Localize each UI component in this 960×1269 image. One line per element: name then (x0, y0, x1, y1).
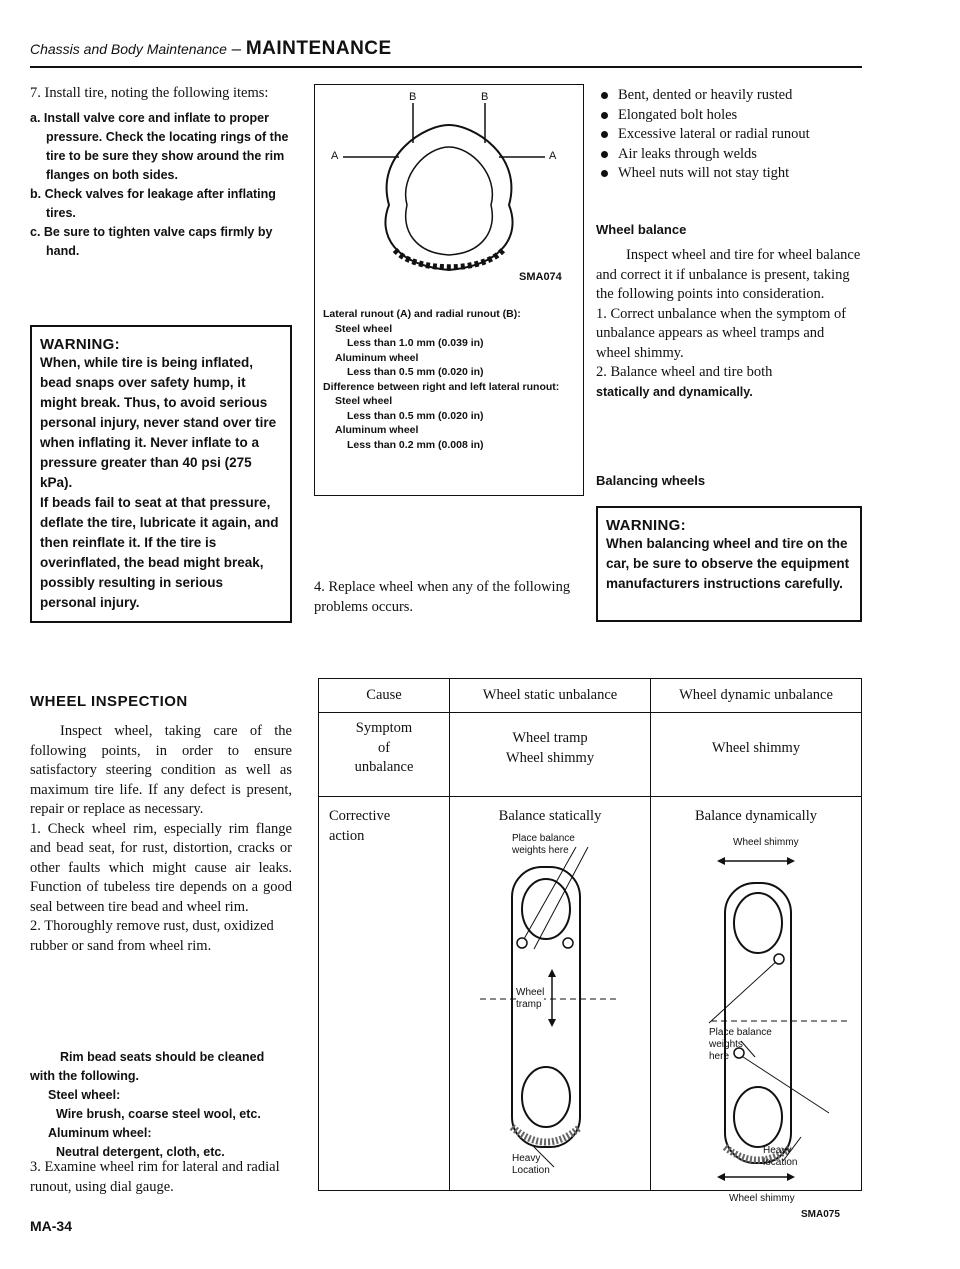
cap-difference: Difference between right and left lateral runout: (323, 380, 560, 393)
static-balance-diagram (450, 827, 650, 1187)
symptom-line: unbalance (354, 759, 414, 775)
wi-step-2: 2. Thoroughly remove rust, dust, oxidized rubber or sand from wheel rim. (30, 918, 274, 954)
dynamic-symptom: Wheel shimmy (651, 713, 862, 797)
cap-steel-2-value: Less than 0.5 mm (0.020 in) (347, 409, 484, 422)
dynamic-action: Balance dynamically (695, 808, 817, 824)
install-subitems (30, 109, 292, 261)
wi-intro: Inspect wheel, taking care of the following points, in order to ensure satisfactory steering condition as well as maximum tire life. If any defect is present, repair or replace as necessary. (30, 723, 292, 817)
label-b-left: B (409, 91, 417, 103)
unbalance-table (318, 678, 862, 1220)
header-static: Wheel static unbalance (450, 679, 651, 713)
dynamic-action-cell (651, 797, 862, 1220)
balancing-wheels-heading: Balancing wheels (596, 473, 706, 488)
shimmy-top-label: Wheel shimmy (733, 836, 799, 848)
table-row (319, 713, 862, 797)
static-action-cell (450, 797, 651, 1191)
step-4: 4. Replace wheel when any of the following problems occurs. (314, 579, 571, 615)
warning-body: When balancing wheel and tire on the car, be sure to observe the equipment manufacturers instructions carefully. (606, 536, 850, 591)
static-wheel-svg (450, 844, 650, 1187)
page-header (30, 38, 392, 60)
header-title: MAINTENANCE (245, 38, 392, 59)
static-symptom-line: Wheel shimmy (505, 749, 595, 766)
rim-cleaning (30, 1048, 292, 1162)
clean-title: Rim bead seats should be cleaned with the following. (30, 1050, 265, 1083)
warning-title: WARNING: (40, 336, 120, 353)
problem-list (596, 86, 862, 184)
wheel-balance-body (596, 246, 862, 402)
corrective-label (319, 797, 450, 1191)
cap-aluminum: Aluminum wheel (335, 351, 419, 364)
label-b-right: B (481, 91, 489, 103)
header-dynamic: Wheel dynamic unbalance (651, 679, 862, 713)
tramp-line: Wheel (516, 986, 545, 998)
label-a-right: A (549, 150, 557, 162)
balance-step-2b: statically and dynamically. (596, 384, 753, 399)
dynamic-balance-diagram (651, 827, 861, 1220)
warning-paragraph-1: When, while tire is being inflated, bead snaps over safety hump, it might break. Thus, to avoid serious personal injury, never stand over tire when inflating it. Never inflate to a pressure greater than 40 psi (275 kPa). (40, 355, 277, 490)
static-place-line: Place balance (512, 832, 575, 844)
table-row (319, 679, 862, 713)
warning-title: WARNING: (606, 517, 686, 534)
problem-item: Excessive lateral or radial runout (596, 125, 862, 145)
problem-item: Air leaks through welds (596, 145, 862, 165)
figure-caption (323, 307, 577, 452)
corrective-line: action (329, 827, 365, 844)
dynamic-heavy-label (763, 1145, 797, 1169)
heavy-line: Heavy (512, 1152, 541, 1164)
static-symptom (450, 713, 651, 797)
problem-item: Wheel nuts will not stay tight (596, 164, 862, 184)
dyn-heavy-line: Heavy (763, 1144, 792, 1156)
cap-steel-2: Steel wheel (335, 395, 393, 407)
warning-box-inflation (30, 325, 292, 623)
wheel-inspection-body (30, 722, 292, 956)
static-symptom-line: Wheel tramp (512, 730, 588, 746)
problem-item: Bent, dented or heavily rusted (596, 86, 862, 106)
subitem-a: a. Install valve core and inflate to proper pressure. Check the locating rings of the tire to be sure they show around the rim flanges on both sides. (30, 110, 289, 182)
figure-runout (314, 84, 584, 496)
left-column (30, 84, 292, 261)
wheel-inspection-heading: WHEEL INSPECTION (30, 693, 188, 710)
header-rule (30, 66, 862, 68)
header-cause: Cause (319, 679, 450, 713)
clean-steel-value: Wire brush, coarse steel wool, etc. (56, 1107, 261, 1121)
cap-aluminum-2: Aluminum wheel (335, 424, 419, 436)
wi-step-3: 3. Examine wheel rim for lateral and radial runout, using dial gauge. (30, 1159, 280, 1195)
shimmy-bottom-label: Wheel shimmy (729, 1192, 795, 1204)
dyn-place-line: weights (709, 1038, 743, 1050)
cap-steel-value: Less than 1.0 mm (0.039 in) (347, 337, 484, 349)
dynamic-wheel-svg (651, 827, 863, 1187)
cap-title: Lateral runout (A) and radial runout (B): (323, 308, 521, 320)
label-a-left: A (331, 150, 339, 162)
figure-code: SMA074 (519, 271, 562, 283)
balance-step-2: 2. Balance wheel and tire both (596, 364, 773, 380)
symptom-label (319, 713, 450, 797)
tramp-line: tramp (516, 998, 542, 1010)
balance-intro: Inspect wheel and tire for wheel balance and correct it if unbalance is present, taking the following points into consideration. (596, 247, 861, 302)
balance-step-1: 1. Correct unbalance when the symptom of unbalance appears as wheel tramps and wheel shimmy. (596, 305, 847, 361)
dyn-place-line: here (709, 1050, 730, 1062)
wheel-tramp-label (516, 987, 544, 1011)
symptom-line: Symptom (355, 720, 413, 736)
page-number: MA-34 (30, 1218, 73, 1234)
static-action: Balance statically (498, 808, 602, 824)
wi-step-1: 1. Check wheel rim, especially rim flange and bead seat, for rust, distortion, cracks or other faults which might cause air leaks. Function of tubeless tire depends on a good seal between tire bead and wheel rim. (30, 820, 292, 915)
table-row (319, 797, 862, 1191)
wheel-balance-heading: Wheel balance (596, 222, 687, 237)
subitem-b: b. Check valves for leakage after inflating tires. (30, 186, 276, 220)
dyn-place-line: Place balance (709, 1026, 772, 1038)
clean-steel: Steel wheel: (48, 1088, 121, 1102)
dynamic-place-label (709, 1027, 772, 1063)
cap-aluminum-2-value: Less than 0.2 mm (0.008 in) (347, 438, 484, 451)
dyn-heavy-line: location (763, 1156, 798, 1168)
tire-runout-diagram (315, 85, 583, 285)
header-section: Chassis and Body Maintenance (30, 41, 227, 57)
corrective-line: Corrective (329, 808, 391, 824)
cap-steel: Steel wheel (335, 322, 393, 335)
clean-aluminum: Aluminum wheel: (48, 1126, 152, 1140)
static-place-line: weights here (512, 844, 569, 856)
heavy-line: Location (512, 1164, 550, 1176)
problem-item: Elongated bolt holes (596, 106, 862, 126)
cap-aluminum-value: Less than 0.5 mm (0.020 in) (347, 366, 484, 378)
warning-paragraph-2: If beads fail to seat at that pressure, deflate the tire, lubricate it again, and then reinflate it. If the tire is overinflated, the bead might break, possibly resulting in serious personal injury. (40, 495, 279, 610)
clean-aluminum-value: Neutral detergent, cloth, etc. (56, 1145, 225, 1159)
step-7: 7. Install tire, noting the following items: (30, 85, 269, 101)
warning-box-balancing (596, 506, 862, 622)
subitem-c: c. Be sure to tighten valve caps firmly by hand. (30, 224, 273, 258)
static-heavy-label (512, 1153, 550, 1177)
symptom-line: of (377, 739, 391, 756)
header-dash: – (226, 39, 246, 58)
figure-code-2: SMA075 (801, 1208, 840, 1220)
